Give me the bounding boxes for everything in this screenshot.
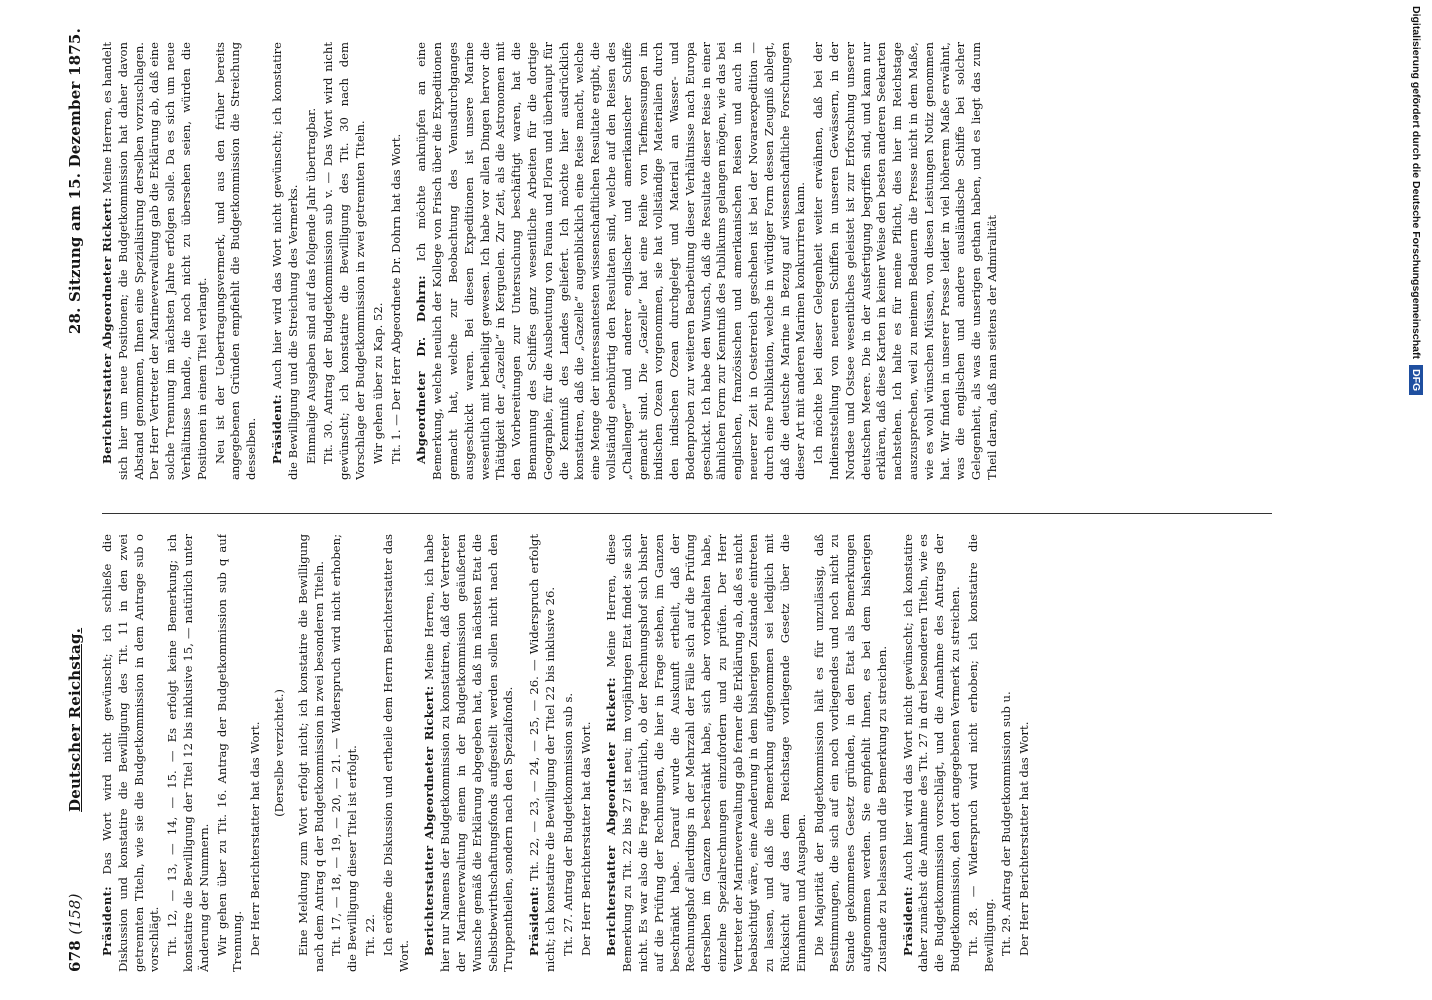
- paragraph: [966, 534, 998, 972]
- paragraph-text: Der Herr Berichterstatter hat das Wort.: [578, 721, 593, 956]
- paragraph: [561, 534, 577, 972]
- paragraph: [901, 534, 964, 972]
- paragraph: [811, 42, 1001, 480]
- dfg-credit-text: Digitalisierung gefördert durch die Deutsche Forschungsgemeinschaft: [1410, 6, 1422, 359]
- paragraph-text: Auch hier wird das Wort nicht gewünscht; ich konstatire daher zunächst die Annahme des Tit. 27 in drei besonderen Titeln, wie es die Budgetkommission vorschlägt, und die Annahme des Antrags der Budgetkommission, den dort angegebenen Vermerk zu streichen.: [900, 534, 963, 972]
- speaker-name: Präsident:: [100, 886, 114, 956]
- paragraph: [329, 534, 361, 972]
- paragraph-text: Wir gehen über zu Kap. 52.: [370, 302, 385, 464]
- paragraph-text: Die Majorität der Budgetkommission hält es für unzulässig, daß Bestimmungen, die sich auf ein noch vorliegendes und noch nicht zu Stande gekommenes Gesetz gründen, in den Etat als Bemerkungen aufgenommen werden. Sie empfiehlt Ihnen, es bei dem bisherigen Zustande zu belassen und die Bemerkung zu streichen.: [811, 534, 889, 972]
- speaker-name: Präsident:: [269, 394, 284, 464]
- paragraph: [272, 534, 288, 972]
- paragraph: [321, 42, 368, 480]
- paragraph: [304, 42, 320, 480]
- speaker-name: Präsident:: [527, 886, 542, 956]
- paragraph-text: (Derselbe verzichtet.): [271, 689, 286, 817]
- paragraph-text: Tit. 12, — 13, — 14, — 15. — Es erfolgt keine Bemerkung; ich konstatire die Bewilligung der Titel 12 bis inklusive 15, — natürlich unter Änderung der Nummern.: [165, 534, 211, 972]
- left-text-column: [100, 534, 1280, 972]
- speaker-name: Berichterstatter Abgeordneter Rickert:: [604, 677, 619, 956]
- paragraph: [215, 534, 247, 972]
- paragraph-text: Meine Herren, es handelt sich hier um neue Positionen; die Budgetkommission hat daher davon Abstand genommen, Ihnen eine Spezialisirung derselben vorzuschlagen. Der Herr Vertreter der Marineverwaltung gab die Erklärung ab, daß eine solche Trennung im nächsten Jahre erfolgen solle. Da es sich um neue Verhältnisse handle, die noch nicht zu übersehen seien, würden die Positionen in einem Titel verlangt.: [100, 42, 209, 480]
- paragraph-text: Der Herr Berichterstatter hat das Wort.: [1017, 721, 1032, 956]
- paragraph-text: Das Wort wird nicht gewünscht; ich schließe die Diskussion und konstatire die Bewilligung des Tit. 11 in den zwei getrennten Titeln, wie sie die Budgetkommission in dem Antrage sub o vorschlägt.: [100, 534, 162, 972]
- paragraph-text: Wir gehen über zu Tit. 16. Antrag der Budgetkommission sub q auf Trennung.: [214, 534, 245, 972]
- paragraph: [165, 534, 212, 972]
- right-text-column: [100, 42, 1280, 480]
- paragraph-text: Einmalige Ausgaben sind auf das folgende Jahr übertragbar.: [303, 107, 318, 464]
- paragraph-text: Tit. 22.: [362, 914, 377, 956]
- paragraph: [270, 42, 302, 480]
- speaker-name: Präsident:: [900, 886, 915, 956]
- paragraph: [604, 534, 809, 972]
- paragraph-text: Tit. 17, — 18, — 19, — 20, — 21. — Widerspruch wird nicht erhoben; die Bewilligung dieser Titel ist erfolgt.: [329, 534, 360, 972]
- paragraph-text: Tit. 22, — 23, — 24, — 25, — 26. — Widerspruch erfolgt nicht; ich konstatire die Bewilligung der Titel 22 bis inklusive 26.: [527, 534, 557, 972]
- paragraph-text: Tit. 30. Antrag der Budgetkommission sub v. — Das Wort wird nicht gewünscht; ich konstatire die Bewilligung des Tit. 30 nach dem Vorschlage der Budgetkommission in zwei getrennten Titeln.: [321, 42, 367, 480]
- paragraph: [371, 42, 387, 480]
- paragraph: [296, 534, 328, 972]
- speaker-name: Berichterstatter Abgeordneter Rickert:: [100, 197, 114, 464]
- paragraph: [100, 534, 163, 972]
- paragraph: [422, 534, 517, 972]
- paragraph: [248, 534, 264, 972]
- column-divider: [102, 513, 1272, 514]
- paragraph-text: Meine Herren, diese Bemerkung zu Tit. 22 bis 27 ist neu; im vorjährigen Etat findet sie sich nicht. Es war also die Frage natürlich, ob der Rechnungshof sich bisher auf die Prüfung der Rechnungen, die hier in Frage stehen, im Ganzen beschränkt habe. Darauf wurde die Auskunft ertheilt, daß der Rechnungshof allerdings in der Mehrzahl der Fälle sich auf die Prüfung derselben im Ganzen beschränkt habe, sich aber vorbehalten habe, einzelne Spezialrechnungen einzufordern und zu prüfen. Der Herr Vertreter der Marineverwaltung gab ferner die Erklärung ab, daß es nicht beabsichtigt wäre, eine Aenderung in dem bisherigen Zustande eintreten zu lassen, und daß die Bemerkung aufgenommen sei lediglich mit Rücksicht auf das dem Reichstage vorliegende Gesetz über die Einnahmen und Ausgaben.: [604, 534, 808, 972]
- paragraph-text: Ich möchte bei dieser Gelegenheit weiter erwähnen, daß bei der Indienststellung von neueren Schiffen in unseren Gewässern, in der Nordsee und Ostsee wesentliches geleistet ist zur Erforschung unserer deutschen Meere. Die in der Ausfertigung begriffen sind, und kann nur erklären, daß diese Karten in keiner Weise den besten anderen Seekarten nachstehen. Ich halte es für meine Pflicht, dies hier im Reichstage auszusprechen, weil zu meinem Bedauern die Presse nicht in dem Maße, wie es wohl wünschen Müssen, von diesen Leistungen Notiz genommen hat. Wir finden in unserer Presse leider in viel höherem Maße erwähnt, was die englischen und andere ausländische Schiffe bei solcher Gelegenheit, als was die unserigen gethan haben, und es liegt das zum Theil daran, daß man seitens der Admiralität: [811, 42, 1000, 480]
- paragraph-text: Der Herr Berichterstatter hat das Wort.: [248, 721, 263, 956]
- speaker-name: Abgeordneter Dr. Dohrn:: [414, 275, 429, 464]
- paragraph: [999, 534, 1015, 972]
- paragraph: [363, 534, 379, 972]
- paragraph-text: Tit. 27. Antrag der Budgetkommission sub s.: [560, 692, 575, 956]
- paragraph: [100, 42, 211, 480]
- paragraph-text: Meine Herren, ich habe hier nur Namens der Budgetkommission zu konstatiren, daß der Vertreter der Marineverwaltung einem in der Budgetkommission geäußerten Wunsche gemäß die Erklärung abgegeben hat, daß im nächsten Etat die Selbstbewirthschaftungsfonds aufgestellt werden sollen nicht nach den Truppentheilen, sondern nach den Spezialfonds.: [422, 534, 516, 972]
- speaker-name: Berichterstatter Abgeordneter Rickert:: [422, 685, 437, 956]
- paragraph-text: Auch hier wird das Wort nicht gewünscht; ich konstatire die Bewilligung und die Streichung des Vermerks.: [269, 42, 300, 480]
- paragraph: [381, 534, 413, 972]
- paragraph-text: Tit. 28. — Widerspruch wird nicht erhoben; ich konstatire die Bewilligung.: [965, 534, 996, 972]
- paragraph: [527, 534, 559, 972]
- paragraph-text: Eine Meldung zum Wort erfolgt nicht; ich konstatire die Bewilligung nach dem Antrag q der Budgetkommission in zwei besonderen Titeln.: [295, 534, 326, 972]
- paragraph: [389, 42, 405, 480]
- handwritten-note: (158): [66, 893, 84, 935]
- paragraph: [414, 42, 809, 480]
- paragraph: [579, 534, 595, 972]
- paragraph: [812, 534, 891, 972]
- session-title: 28. Sitzung am 15. Dezember 1875.: [66, 28, 84, 335]
- rotated-page-content: [50, 0, 1380, 1000]
- paragraph-text: Tit. 1. — Der Herr Abgeordnete Dr. Dohrn hat das Wort.: [388, 133, 403, 464]
- dfg-sidebar: [1408, 0, 1432, 1000]
- paragraph-text: Ich eröffne die Diskussion und ertheile dem Herrn Berichterstatter das Wort.: [380, 534, 411, 972]
- page-header: [60, 28, 94, 972]
- paragraph: [213, 42, 260, 480]
- paragraph: [1017, 534, 1033, 972]
- paragraph-text: Tit. 29. Antrag der Budgetkommission sub u.: [999, 691, 1014, 956]
- paragraph-text: Ich möchte anknüpfen an eine Bemerkung, welche neulich der Kollege von Frisch über die Expeditionen gemacht hat, welche zur Beobachtung des Venusdurchganges ausgeschickt waren. Bei diesen Expeditionen ist unsere Marine wesentlich mit betheiligt gewesen. Ich habe vor allen Dingen hervor die Thätigkeit der „Gazelle“ in Kerguelen. Zur Zeit, als die Astronomen mit den Vorbereitungen zur Untersuchung beschäftigt waren, hat die Bemannung des Schiffes ganz wesentliche Arbeiten für die dortige Geographie, für die Ausbeutung von Fauna und Flora und überhaupt für die Kenntniß des Landes geliefert. Ich möchte hier ausdrücklich konstatiren, daß die „Gazelle“ augenblicklich eine Reise macht, welche eine Menge der interessantesten wissenschaftlichen Resultate ergibt, die vollständig ebenbürtig den Resultaten sind, welche auf den Reisen des „Challenger“ und anderer englischer und amerikanischer Schiffe gemacht sind. Die „Gazelle“ hat eine Reihe von Tiefmessungen im indischen Ozean vorgenommen, sie hat vollständige Materialien durch den indischen Ozean durchgelegt und Material an Wasser- und Bodenproben zur weiteren Bearbeitung dieser Verhältnisse nach Europa geschickt. Ich habe den Wunsch, daß die Resultate dieser Reise in einer ähnlichen Form zur Kenntniß des Publikums gelangen mögen, wie das bei englischen, französischen und amerikanischen Reisen und auch in neuerer Zeit in Oesterreich geschehen ist bei der Novaraexpedition — durch eine Publikation, welche in würdiger Form dessen Zeugniß ablegt, daß die deutsche Marine in Bezug auf wissenschaftliche Forschungen dieser Art mit anderen Marinen konkurriren kann.: [414, 42, 808, 480]
- dfg-logo: DFG: [1409, 365, 1423, 395]
- paragraph-text: Neu ist der Uebertragungsvermerk, und aus den früher bereits angegebenen Gründen empfiehlt die Budgetkommission die Streichung desselben.: [212, 42, 259, 480]
- page-number: 678 (158): [66, 893, 84, 972]
- running-title: Deutscher Reichstag.: [66, 627, 84, 812]
